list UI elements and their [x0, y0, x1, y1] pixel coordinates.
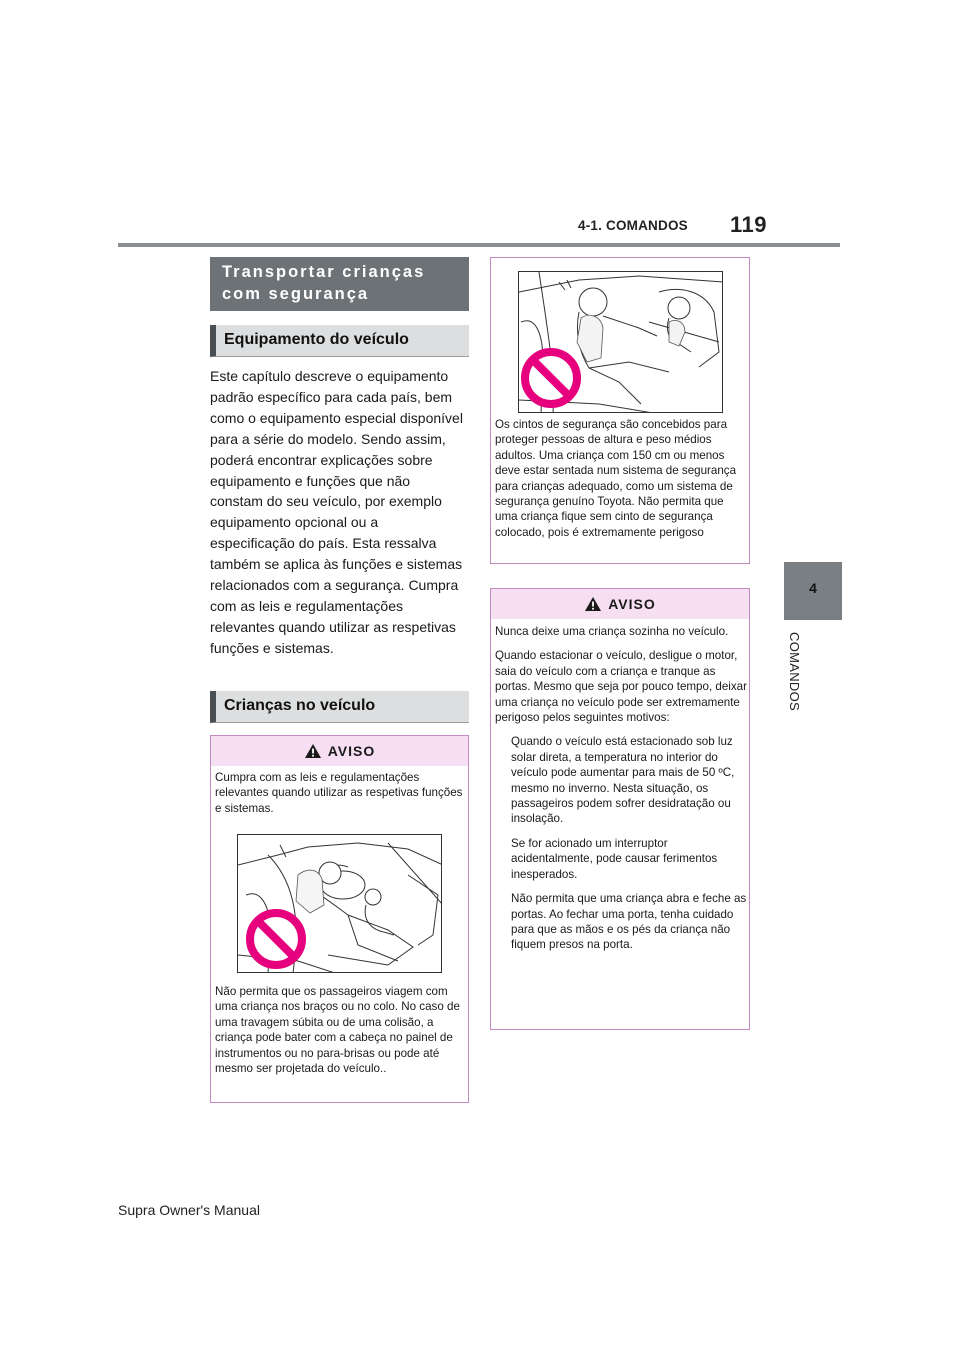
prohibition-sign-icon — [250, 913, 302, 965]
warning-label: AVISO — [608, 596, 656, 612]
warning-list-item: Quando o veículo está estacionado sob luz solar direta, a temperatura no interior do veículo pode aumentar para mais de 50 ºC, mesmo no inverno. Nesta situação, os passageiros podem sofrer desidratação ou insolação. — [511, 735, 735, 826]
main-title: Transportar crianças com segurança — [210, 257, 469, 311]
warning-header — [491, 589, 749, 619]
warning-triangle-icon — [584, 596, 602, 612]
warning-triangle-icon — [304, 743, 322, 759]
chapter-tab-number: 4 — [809, 580, 817, 596]
illustration-child-on-lap — [237, 834, 442, 973]
subhead-vehicle-equipment: Equipamento do veículo — [210, 325, 469, 357]
footer-manual-name: Supra Owner's Manual — [118, 1202, 260, 1218]
warning-text: Cumpra com as leis e regulamentações relevantes quando utilizar as respetivas funções e sistemas. — [215, 771, 463, 815]
warning-header — [211, 736, 468, 766]
illustration-caption: Não permita que os passageiros viagem com uma criança nos braços ou no colo. No caso de uma travagem súbita ou de uma colisão, a criança pode bater com a cabeça no painel de instrumentos ou no para-brisas ou pode até mesmo ser projetada do veículo.. — [215, 985, 460, 1076]
warning-list-item: Se for acionado um interruptor acidentalmente, pode causar ferimentos inesperados. — [511, 836, 718, 881]
page-number: 119 — [730, 212, 767, 237]
warning-label: AVISO — [327, 743, 376, 759]
header-divider — [118, 243, 840, 247]
warning-paragraph: Nunca deixe uma criança sozinha no veículo. — [495, 625, 729, 638]
figure-caption: Os cintos de segurança são concebidos para proteger pessoas de altura e peso médios adultos. Uma criança com 150 cm ou menos deve estar sentada num sistema de segurança para crianças adequado, como um sistema de segurança genuíno Toyota. Não permita que uma criança fique sem cinto de segurança colocado, pois é extremamente perigoso — [495, 418, 737, 539]
warning-paragraph: Quando estacionar o veículo, desligue o motor, saia do veículo com a criança e tranque as portas. Mesmo que seja por pouco tempo, deixar uma criança no veículo pode ser extremamente perigoso pelos seguintes motivos: — [495, 649, 747, 725]
subhead-children-in-vehicle: Crianças no veículo — [210, 691, 469, 723]
intro-paragraph: Este capítulo descreve o equipamento padrão específico para cada país, bem como o equipamento especial disponível para a série do modelo. Sendo assim, poderá encontrar explicações sobre equipamento e funções que não constam do seu veículo, por exemplo equipamento opcional ou a especificação do país. Esta ressalva também se aplica às funções e sistemas relacionados com a segurança. Cumpra com as leis e regulamentações relevantes quando utilizar as respetivas funções e sistemas. — [210, 368, 463, 656]
warning-body — [495, 624, 747, 962]
chapter-tab-label: COMANDOS — [787, 632, 802, 711]
figure-box-right — [490, 257, 750, 564]
prohibition-sign-icon — [525, 352, 577, 404]
warning-box-right — [490, 588, 750, 1030]
illustration-child-unbelted — [518, 271, 723, 413]
warning-list-item: Não permita que uma criança abra e feche as portas. Ao fechar uma porta, tenha cuidado para que as mãos e os pés da criança não fiquem presos na porta. — [511, 892, 747, 952]
warning-box-left — [210, 735, 469, 1103]
section-title: 4-1. COMANDOS — [578, 218, 688, 233]
